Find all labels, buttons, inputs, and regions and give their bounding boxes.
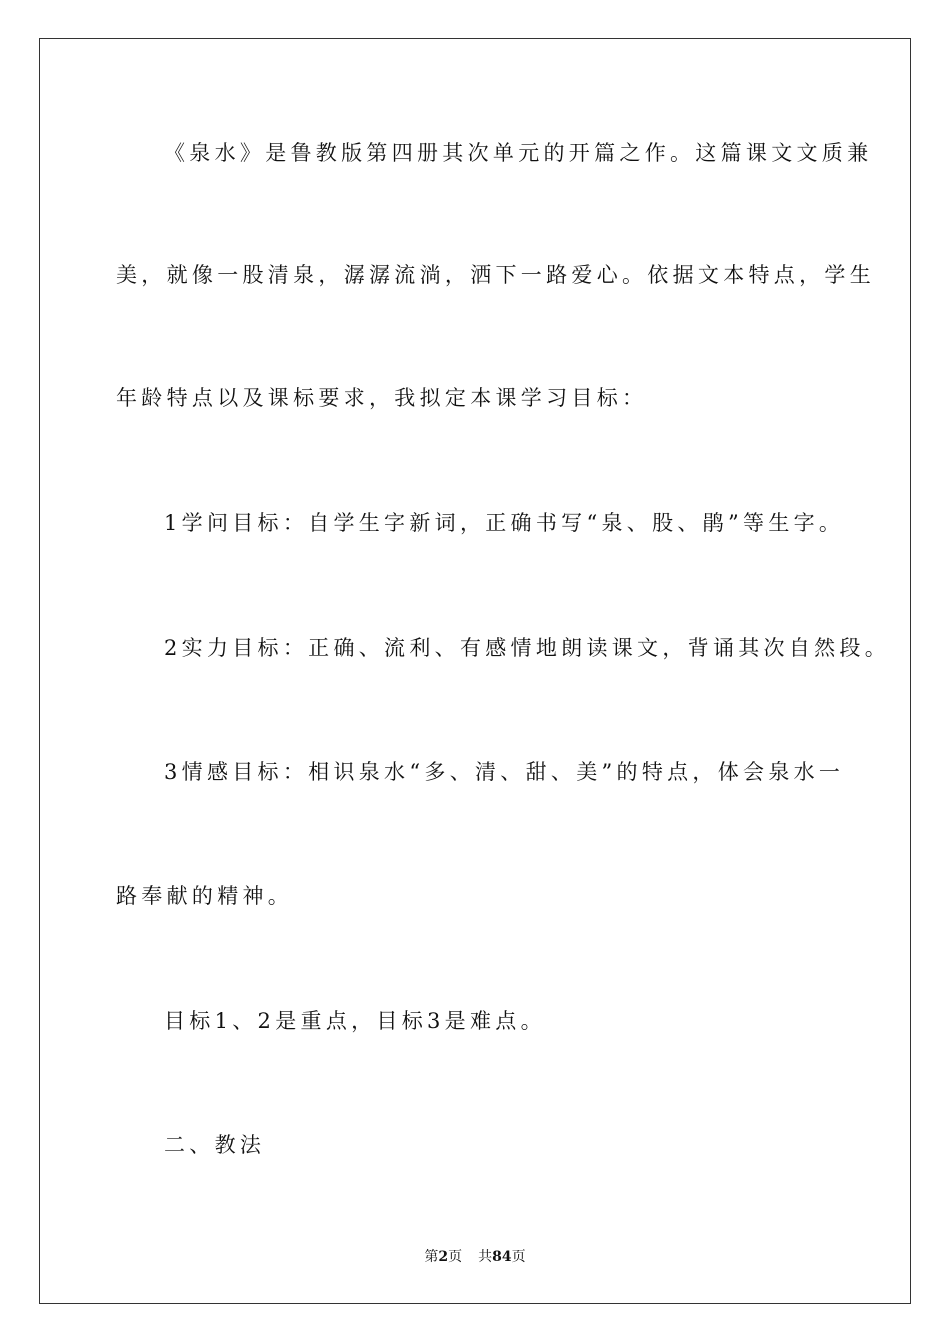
key-points-line: 目标1、2是重点，目标3是难点。 (164, 1009, 546, 1033)
page-footer (0, 1247, 950, 1267)
paragraph-line-1: 《泉水》是鲁教版第四册其次单元的开篇之作。这篇课文文质兼 (164, 141, 873, 165)
paragraph-line-2: 美，就像一股清泉，潺潺流淌，洒下一路爱心。依据文本特点，学生 (116, 263, 875, 287)
objective-emotion-cont: 路奉献的精神。 (116, 884, 294, 908)
objective-emotion: 3情感目标：相识泉水“多、清、甜、美”的特点，体会泉水一 (164, 760, 845, 784)
footer-page-prefix: 第 (424, 1249, 439, 1265)
footer-page-suffix: 页 (448, 1249, 463, 1265)
objective-knowledge: 1学问目标：自学生字新词，正确书写“泉、股、鹃”等生字。 (164, 511, 845, 535)
page-frame (39, 38, 911, 1304)
section-heading-teaching-method: 二、教法 (164, 1133, 266, 1157)
footer-total-prefix: 共 (478, 1249, 493, 1265)
footer-page-number: 2 (438, 1249, 449, 1265)
footer-total-suffix: 页 (511, 1249, 526, 1265)
footer-total-pages: 84 (492, 1249, 512, 1265)
paragraph-line-3: 年龄特点以及课标要求，我拟定本课学习目标： (116, 386, 648, 410)
objective-ability: 2实力目标：正确、流利、有感情地朗读课文，背诵其次自然段。 (164, 636, 891, 660)
